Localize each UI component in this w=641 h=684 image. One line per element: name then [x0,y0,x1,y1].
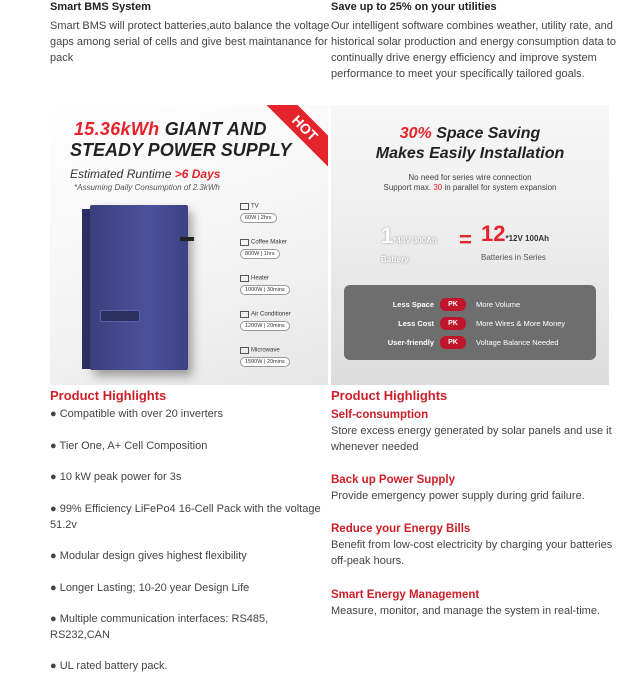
comparison-right: Voltage Balance Needed [476,338,559,347]
equation-left-label: Battery [381,255,409,264]
appliance-name: Coffee Maker [251,239,287,246]
comparison-right: More Wires & More Money [476,319,566,328]
runtime-value: >6 Days [174,167,221,181]
left-highlights-title: Product Highlights [50,388,167,403]
equation-right-label: Batteries in Series [481,253,546,262]
pk-badge: PK [440,298,466,311]
highlight-item: ● 10 kW peak power for 3s [50,471,182,483]
tv-icon [240,203,249,210]
comparison-right: More Volume [476,300,521,309]
space-saving-title-line2: Makes Easily Installation [375,145,565,162]
coffee-maker-icon [240,239,249,246]
highlight-item: ● Modular design gives highest flexibility [50,550,247,562]
highlight-item: ● Compatible with over 20 inverters [50,408,223,420]
space-saving-percent: 30% [399,125,432,142]
highlight-section-body: Measure, monitor, and manage the system in real-time. [331,605,601,617]
comparison-row [344,335,596,351]
appliance-name: TV [251,203,259,210]
banner-title-line1 [74,119,267,140]
space-saving-note2 [331,183,609,192]
highlight-section-body: Benefit from low-cost electricity by charging your batteries off-peak hours. [331,539,613,567]
appliance-spec: 1000W | 30mins [240,285,290,295]
appliance-heater [240,275,300,311]
savings-feature-line1: Our intelligent software combines weather, utility rate, and historical solar production and energy consumption data to [331,20,616,48]
savings-feature [331,0,621,82]
highlight-section-title: Self-consumption [331,409,429,421]
appliance-list [240,203,300,383]
comparison-left: Less Space [392,300,434,309]
runtime-label: Estimated Runtime [70,167,175,181]
equation-right [481,221,549,265]
highlight-item: ● 99% Efficiency LiFePo4 16-Cell Pack with the voltage 51.2v [50,503,321,531]
appliance-microwave [240,347,300,383]
appliance-name: Air Conditioner [251,311,291,318]
savings-feature-title: Save up to 25% on your utilities [331,1,497,13]
space-saving-title-line1 [331,125,609,143]
highlight-section [331,588,621,619]
banner-title-line2: STEADY POWER SUPPLY [70,140,292,160]
highlight-section-title: Reduce your Energy Bills [331,523,471,535]
equation-left-count: 1 [381,223,394,248]
battery-label-plate [100,310,140,322]
appliance-coffee-maker [240,239,300,275]
pk-badge: PK [440,336,466,349]
left-highlights [50,388,330,672]
bms-feature-title: Smart BMS System [50,1,151,13]
note2-max: 30 [433,183,443,192]
highlight-section-title: Smart Energy Management [331,589,480,601]
equation-left [381,223,437,267]
comparison-row [344,297,596,313]
power-supply-banner [50,105,328,385]
appliance-name: Microwave [251,347,280,354]
highlight-section [331,408,621,455]
hot-ribbon: HOT [265,105,328,168]
battery-image [90,205,188,370]
appliance-spec: 60W | 2hrs [240,213,277,223]
equation-right-spec: *12V 100Ah [505,234,550,243]
comparison-box [344,285,596,360]
banner-title-capacity: 15.36kWh [74,119,160,139]
microwave-icon [240,347,249,354]
banner-title-rest: GIANT AND [159,119,267,139]
appliance-spec: 1200W | 20mins [240,321,290,331]
savings-feature-line2: continually drive energy efficiency and improve system performance to meet your specifically tailored goals. [331,52,597,80]
highlight-item: ● UL rated battery pack. [50,660,168,672]
appliance-air-conditioner [240,311,300,347]
space-saving-banner [331,105,609,385]
comparison-left: Less Cost [398,319,434,328]
highlight-section [331,522,621,569]
runtime-note: *Assuming Daily Consumption of 2.3kWh [74,183,220,192]
savings-feature-body [331,18,621,82]
note2-part-a: Support max. [383,183,434,192]
equation-right-count: 12 [481,221,506,246]
comparison-left: User-friendly [387,338,434,347]
right-highlights-title: Product Highlights [331,388,448,403]
note2-part-b: in parallel for system expansion [442,183,557,192]
battery-handle [180,237,194,241]
appliance-spec: 800W | 1hrs [240,249,280,259]
highlight-section [331,473,621,504]
highlight-item: ● Longer Lasting; 10-20 year Design Life [50,582,250,594]
right-highlights [331,388,621,617]
air-conditioner-icon [240,311,249,318]
space-saving-title-rest: Space Saving [431,125,541,142]
equals-sign: = [459,227,472,252]
space-saving-note1: No need for series wire connection [408,173,532,182]
runtime-text [70,167,220,181]
comparison-row [344,316,596,332]
highlight-item: ● Multiple communication interfaces: RS485, RS232,CAN [50,613,269,641]
heater-icon [240,275,249,282]
equation-left-spec: *48V 300Ah [393,236,437,245]
appliance-spec: 1500W | 20mins [240,357,290,367]
appliance-tv [240,203,300,239]
bms-feature-body: Smart BMS will protect batteries,auto balance the voltage gaps among serial of cells and give best maintanance for pack [50,20,330,64]
bms-feature [50,0,330,66]
highlight-item: ● Tier One, A+ Cell Composition [50,440,208,452]
highlight-section-body: Store excess energy generated by solar panels and use it whenever needed [331,425,612,453]
highlight-section-title: Back up Power Supply [331,474,455,486]
pk-badge: PK [440,317,466,330]
highlight-section-body: Provide emergency power supply during grid failure. [331,490,585,502]
appliance-name: Heater [251,275,270,282]
